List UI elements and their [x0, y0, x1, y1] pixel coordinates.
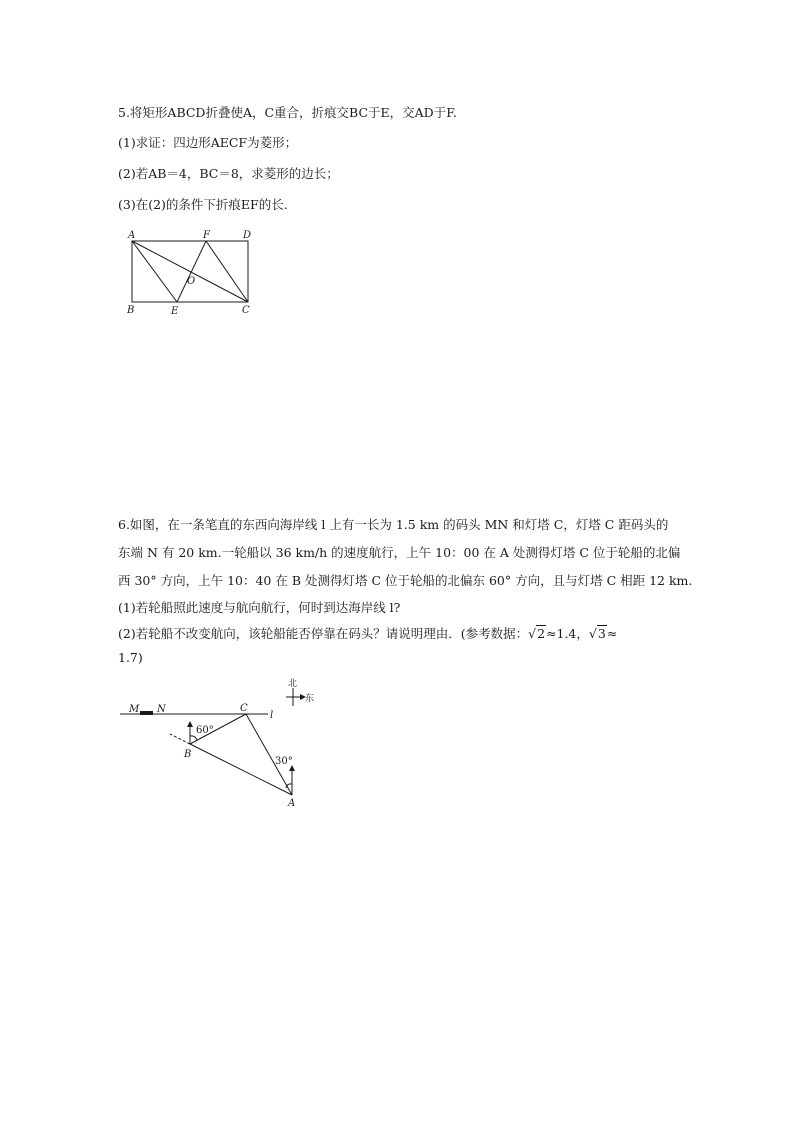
label-n: N [157, 704, 166, 715]
seg-fc [206, 241, 248, 302]
problem6-q2-mid: ≈1.4， [546, 626, 589, 641]
problem6-q1: (1)若轮船照此速度与航向航行，何时到达海岸线 l? [118, 600, 401, 615]
seg-ca [246, 714, 292, 795]
problem6-q2-post: ≈ [606, 626, 618, 641]
label-l: l [270, 710, 274, 721]
seg-ae [132, 241, 177, 302]
sqrt-3: √3 [588, 626, 606, 641]
label-30: 30° [275, 756, 293, 767]
compass-north-label: 北 [288, 679, 298, 689]
label-c: C [242, 305, 250, 316]
label-o: O [187, 276, 196, 287]
sqrt-2: √2 [528, 626, 546, 641]
seg-ab [190, 744, 292, 795]
problem6-line3: 西 30° 方向，上午 10：40 在 B 处测得灯塔 C 位于轮船的北偏东 60° 方向，且与灯塔 C 相距 12 km. [118, 573, 693, 588]
angle-arc-b [190, 736, 197, 740]
problem5-q1: (1)求证：四边形AECF为菱形； [118, 135, 298, 150]
rect-abcd [132, 241, 248, 302]
label-a: A [288, 798, 296, 809]
problem6-q2 [118, 624, 617, 642]
diag-ac [132, 241, 248, 302]
problem6-q2-line2: 1.7) [118, 650, 143, 665]
problem6-q2-pre: (2)若轮船不改变航向，该轮船能否停靠在码头？请说明理由．(参考数据： [118, 626, 529, 641]
seg-ef [177, 241, 206, 302]
label-m: M [129, 704, 140, 715]
compass-east-label: 东 [305, 694, 315, 704]
label-a: A [128, 230, 136, 241]
ray-ab-ext [170, 734, 190, 744]
problem5-stem: 5.将矩形ABCD折叠使A，C重合，折痕交BC于E，交AD于F. [118, 105, 457, 120]
problem6-line2: 东端 N 有 20 km.一轮船以 36 km/h 的速度航行，上午 10：00 在 A 处测得灯塔 C 位于轮船的北偏 [118, 545, 681, 560]
label-d: D [243, 230, 252, 241]
problem5-q3: (3)在(2)的条件下折痕EF的长. [118, 197, 288, 212]
label-b: B [127, 305, 135, 316]
problem5-q2: (2)若AB＝4，BC＝8，求菱形的边长； [118, 166, 339, 181]
seg-bc [190, 714, 246, 744]
pier-mn [140, 711, 153, 715]
label-b: B [184, 749, 192, 760]
label-e: E [171, 306, 179, 317]
label-60: 60° [196, 725, 214, 736]
angle-arc-a [286, 784, 292, 788]
label-c: C [240, 703, 248, 714]
label-f: F [203, 230, 210, 241]
problem6-line1: 6.如图，在一条笔直的东西向海岸线 l 上有一长为 1.5 km 的码头 MN 和灯塔 C，灯塔 C 距码头的 [118, 517, 669, 532]
